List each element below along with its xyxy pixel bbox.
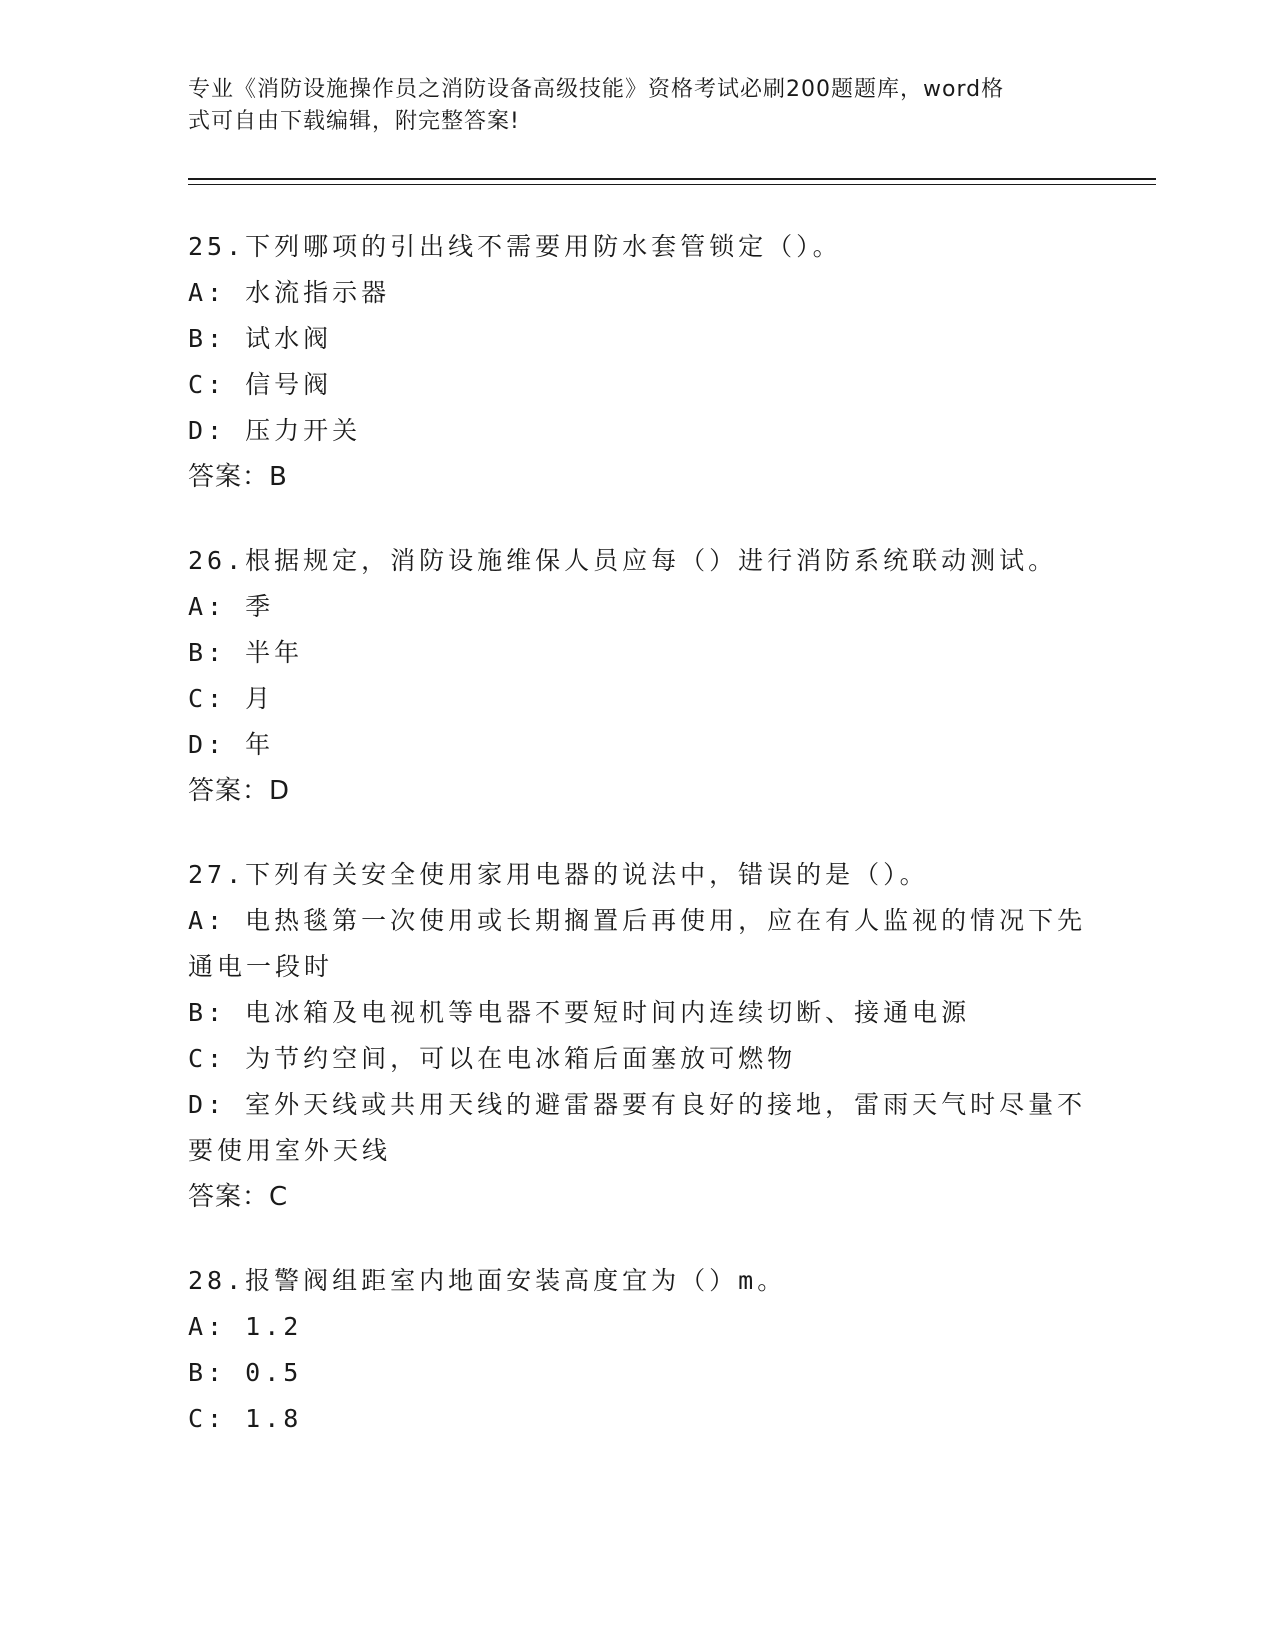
option-d: D: 压力开关 (188, 416, 362, 445)
option-c: C: 为节约空间，可以在电冰箱后面塞放可燃物 (188, 1044, 797, 1073)
header-divider-thin (188, 184, 1156, 185)
question-stem: 26.根据规定，消防设施维保人员应每（）进行消防系统联动测试。 (188, 546, 1058, 575)
header-divider-thick (188, 178, 1156, 180)
question-25 (188, 224, 1088, 500)
header-line-2: 式可自由下载编辑，附完整答案! (188, 109, 520, 134)
answer-label: 答案：C (188, 1182, 289, 1212)
question-26 (188, 538, 1088, 814)
option-b: B: 0.5 (188, 1358, 303, 1387)
option-a: A: 季 (188, 592, 275, 621)
question-27 (188, 852, 1088, 1220)
option-b: B: 半年 (188, 638, 304, 667)
option-d: D: 室外天线或共用天线的避雷器要有良好的接地，雷雨天气时尽量不 (188, 1090, 1087, 1119)
option-a: A: 水流指示器 (188, 278, 391, 307)
question-28 (188, 1258, 1088, 1442)
question-stem: 28.报警阀组距室内地面安装高度宜为（）m。 (188, 1266, 787, 1295)
option-b: B: 电冰箱及电视机等电器不要短时间内连续切断、接通电源 (188, 998, 971, 1027)
option-a: A: 1.2 (188, 1312, 303, 1341)
answer-label: 答案：B (188, 462, 288, 492)
option-a-continued: 通电一段时 (188, 952, 334, 981)
option-b: B: 试水阀 (188, 324, 333, 353)
option-c: C: 1.8 (188, 1404, 303, 1433)
option-c: C: 信号阀 (188, 370, 333, 399)
question-stem: 25.下列哪项的引出线不需要用防水套管锁定（）。 (188, 232, 842, 261)
option-d: D: 年 (188, 730, 275, 759)
answer-label: 答案：D (188, 776, 291, 806)
option-a: A: 电热毯第一次使用或长期搁置后再使用，应在有人监视的情况下先 (188, 906, 1087, 935)
option-c: C: 月 (188, 684, 275, 713)
document-header (188, 74, 1068, 138)
question-stem: 27.下列有关安全使用家用电器的说法中，错误的是（）。 (188, 860, 929, 889)
option-d-continued: 要使用室外天线 (188, 1136, 392, 1165)
header-line-1: 专业《消防设施操作员之消防设备高级技能》资格考试必刷200题题库，word格 (188, 77, 1005, 102)
